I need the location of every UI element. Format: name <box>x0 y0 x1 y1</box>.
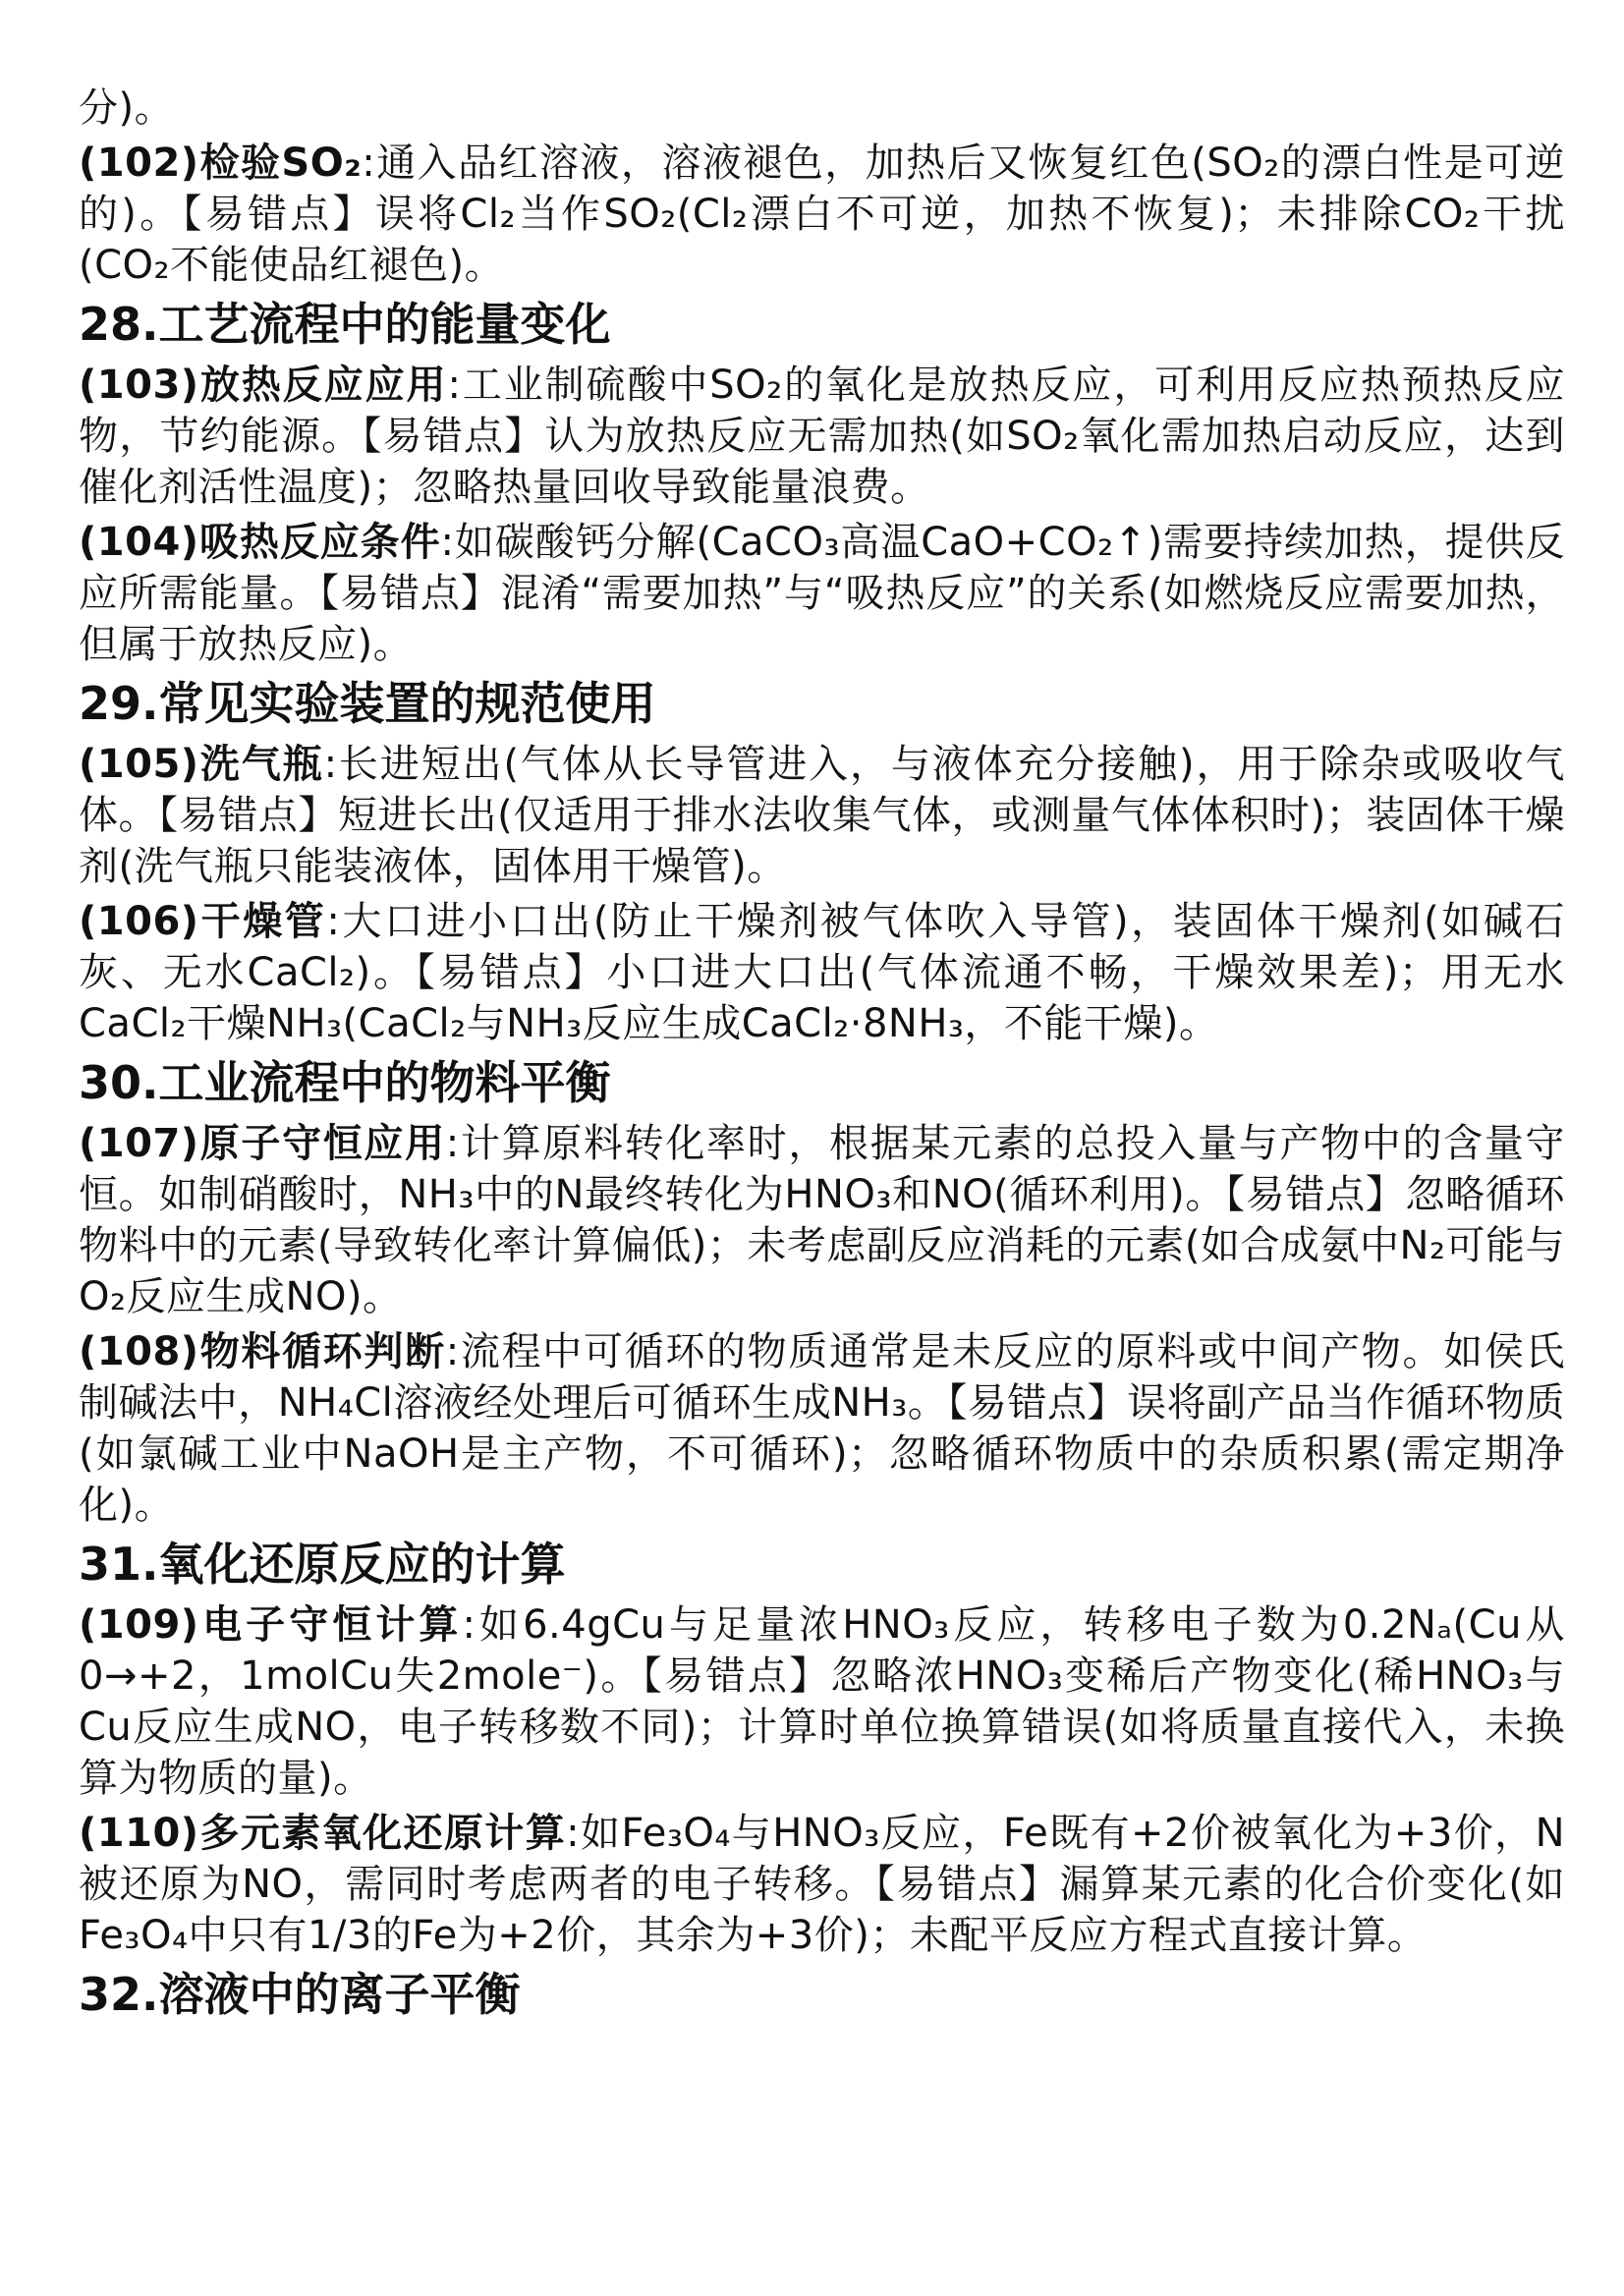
item-label: (106)干燥管 <box>79 899 327 944</box>
item-label: (104)吸热反应条件 <box>79 520 441 565</box>
item-text: :长进短出(气体从长导管进入，与液体充分接触)，用于除杂或吸收气体。【易错点】短进长出(仅适用于排水法收集气体，或测量气体体积时)；装固体干燥剂(洗气瓶只能装液体，固体用干燥管)。 <box>79 742 1566 889</box>
section-heading-29: 29.常见实验装置的规范使用 <box>79 677 656 730</box>
knowledge-item-110 <box>79 1808 1565 1961</box>
item-text: :流程中可循环的物质通常是未反应的原料或中间产物。如侯氏制碱法中，NH₄Cl溶液经处理后可循环生成NH₃。【易错点】误将副产品当作循环物质(如氯碱工业中NaOH是主产物，不可循环)；忽略循环物质中的杂质积累(需定期净化)。 <box>79 1329 1566 1528</box>
item-text: :通入品红溶液，溶液褪色，加热后又恢复红色(SO₂的漂白性是可逆的)。【易错点】误将Cl₂当作SO₂(Cl₂漂白不可逆，加热不恢复)；未排除CO₂干扰(CO₂不能使品红褪色)。 <box>79 140 1566 288</box>
knowledge-item-108 <box>79 1326 1565 1531</box>
item-label: (102)检验SO₂ <box>79 140 363 186</box>
item-text: :大口进小口出(防止干燥剂被气体吹入导管)，装固体干燥剂(如碱石灰、无水CaCl₂)。【易错点】小口进大口出(气体流通不畅，干燥效果差)；用无水CaCl₂干燥NH₃(CaCl₂与NH₃反应生成CaCl₂·8NH₃，不能干燥)。 <box>79 899 1566 1046</box>
knowledge-item-107 <box>79 1118 1565 1322</box>
knowledge-item-106 <box>79 896 1565 1049</box>
item-text: :工业制硫酸中SO₂的氧化是放热反应，可利用反应热预热反应物，节约能源。【易错点】认为放热反应无需加热(如SO₂氧化需加热启动反应，达到催化剂活性温度)；忽略热量回收导致能量浪费。 <box>79 363 1565 510</box>
item-label: (109)电子守恒计算 <box>79 1602 463 1648</box>
item-label: (108)物料循环判断 <box>79 1329 446 1374</box>
item-label: (105)洗气瓶 <box>79 742 324 787</box>
item-text: :计算原料转化率时，根据某元素的总投入量与产物中的含量守恒。如制硝酸时，NH₃中的N最终转化为HNO₃和NO(循环利用)。【易错点】忽略循环物料中的元素(导致转化率计算偏低)；未考虑副反应消耗的元素(如合成氨中N₂可能与O₂反应生成NO)。 <box>79 1121 1566 1319</box>
knowledge-item-104 <box>79 517 1565 670</box>
item-text: :如6.4gCu与足量浓HNO₃反应，转移电子数为0.2Nₐ(Cu从0→+2，1molCu失2mole⁻)。【易错点】忽略浓HNO₃变稀后产物变化(稀HNO₃与Cu反应生成NO，电子转移数不同)；计算时单位换算错误(如将质量直接代入，未换算为物质的量)。 <box>79 1602 1565 1801</box>
knowledge-item-103 <box>79 360 1565 513</box>
section-heading-30: 30.工业流程中的物料平衡 <box>79 1056 611 1109</box>
knowledge-item-109 <box>79 1599 1565 1804</box>
item-label: (107)原子守恒应用 <box>79 1121 446 1166</box>
section-heading-32: 32.溶液中的离子平衡 <box>79 1968 521 2021</box>
item-label: (110)多元素氧化还原计算 <box>79 1811 567 1856</box>
item-text: :如碳酸钙分解(CaCO₃高温CaO+CO₂↑)需要持续加热，提供反应所需能量。【易错点】混淆“需要加热”与“吸热反应”的关系(如燃烧反应需要加热，但属于放热反应)。 <box>79 520 1565 667</box>
section-heading-31: 31.氧化还原反应的计算 <box>79 1538 566 1591</box>
knowledge-item-102 <box>79 138 1565 291</box>
knowledge-item-105 <box>79 739 1565 892</box>
intro-text: 分)。 <box>79 85 175 131</box>
item-label: (103)放热反应应用 <box>79 363 448 408</box>
item-text: :如Fe₃O₄与HNO₃反应，Fe既有+2价被氧化为+3价，N被还原为NO，需同时考虑两者的电子转移。【易错点】漏算某元素的化合价变化(如Fe₃O₄中只有1/3的Fe为+2价，其余为+3价)；未配平反应方程式直接计算。 <box>79 1811 1566 1958</box>
section-heading-28: 28.工艺流程中的能量变化 <box>79 298 611 351</box>
